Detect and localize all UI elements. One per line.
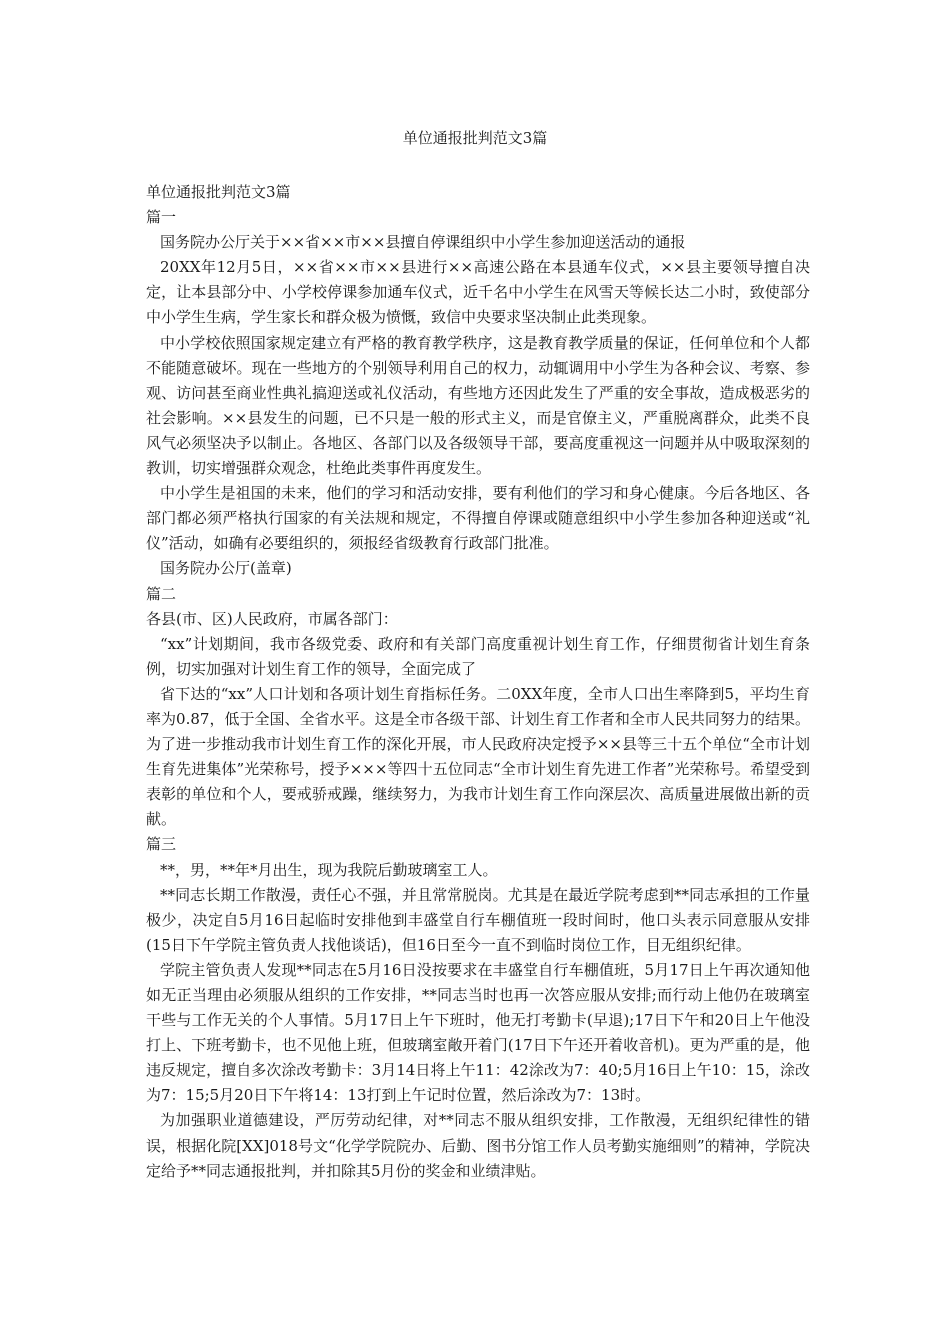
paragraph: 省下达的“xx”人口计划和各项计划生育指标任务。二0XX年度，全市人口出生率降到5，平均生育率为0.87，低于全国、全省水平。这是全市各级干部、计划生育工作者和全市人民共同努力的结果。为了进一步推动我市计划生育工作的深化开展，市人民政府决定授予××县等三十五个单位“全市计划生育先进集体”光荣称号，授予×××等四十五位同志“全市计划生育先进工作者”光荣称号。希望受到表彰的单位和个人，要戒骄戒躁，继续努力，为我市计划生育工作向深层次、高质量进展做出新的贡献。 xyxy=(146,684,810,829)
paragraph: **同志长期工作散漫，责任心不强，并且常常脱岗。尤其是在最近学院考虑到**同志承担的工作量极少，决定自5月16日起临时安排他到丰盛堂自行车棚值班一段时间时，他口头表示同意服从安排(15日下午学院主管负责人找他谈话)，但16日至今一直不到临时岗位工作，目无组织纪律。 xyxy=(146,885,810,954)
paragraph: 单位通报批判范文3篇 xyxy=(146,183,291,201)
paragraph: 学院主管负责人发现**同志在5月16日没按要求在丰盛堂自行车棚值班，5月17日上午再次通知他如无正当理由必须服从组织的工作安排，**同志当时也再一次答应服从安排;而行动上他仍在玻璃室干些与工作无关的个人事情。5月17日上午下班时，他无打考勤卡(早退);17日下午和20日上午他没打上、下班考勤卡，也不见他上班，但玻璃室敞开着门(17日下午还开着收音机)。更为严重的是，他违反规定，擅自多次涂改考勤卡：3月14日将上午11：42涂改为7：40;5月16日上午10：15，涂改为7：15;5月20日下午将14：13打到上午记时位置，然后涂改为7：13时。 xyxy=(146,960,810,1105)
paragraph: **，男，**年*月出生，现为我院后勤玻璃室工人。 xyxy=(160,860,498,879)
paragraph: 20XX年12月5日，××省××市××县进行××高速公路在本县通车仪式，××县主要领导擅自决定，让本县部分中、小学校停课参加通车仪式，近千名中小学生在风雪天等候长达二小时，致使部分中小学生生病，学生家长和群众极为愤慨，致信中央要求坚决制止此类现象。 xyxy=(146,258,810,327)
document-body xyxy=(146,180,810,1184)
paragraph: 国务院办公厅(盖章) xyxy=(160,559,292,578)
paragraph: 国务院办公厅关于××省××市××县擅自停课组织中小学生参加迎送活动的通报 xyxy=(160,233,686,252)
paragraph: 篇一 xyxy=(146,208,177,227)
paragraph: 篇二 xyxy=(146,584,177,603)
paragraph: 为加强职业道德建设，严厉劳动纪律，对**同志不服从组织安排，工作散漫，无组织纪律性的错误，根据化院[XX]018号文“化学学院院办、后勤、图书分馆工作人员考勤实施细则”的精神，学院决定给予**同志通报批判，并扣除其5月份的奖金和业绩津贴。 xyxy=(146,1111,810,1180)
paragraph: 篇三 xyxy=(146,835,177,854)
paragraph: 中小学校依照国家规定建立有严格的教育教学秩序，这是教育教学质量的保证，任何单位和个人都不能随意破坏。现在一些地方的个别领导利用自己的权力，动辄调用中小学生为各种会议、考察、参观、访问甚至商业性典礼搞迎送或礼仪活动，有些地方还因此发生了严重的安全事故，造成极恶劣的社会影响。××县发生的问题，已不只是一般的形式主义，而是官僚主义，严重脱离群众，此类不良风气必须坚决予以制止。各地区、各部门以及各级领导干部，要高度重视这一问题并从中吸取深刻的教训，切实增强群众观念，杜绝此类事件再度发生。 xyxy=(146,333,810,478)
paragraph: 各县(市、区)人民政府，市属各部门： xyxy=(146,609,398,628)
paragraph: 中小学生是祖国的未来，他们的学习和活动安排，要有利他们的学习和身心健康。今后各地区、各部门都必须严格执行国家的有关法规和规定，不得擅自停课或随意组织中小学生参加各种迎送或“礼仪”活动，如确有必要组织的，须报经省级教育行政部门批准。 xyxy=(146,484,810,553)
paragraph: “xx”计划期间，我市各级党委、政府和有关部门高度重视计划生育工作，仔细贯彻省计划生育条例，切实加强对计划生育工作的领导，全面完成了 xyxy=(146,634,810,678)
document-title: 单位通报批判范文3篇 xyxy=(402,129,548,147)
